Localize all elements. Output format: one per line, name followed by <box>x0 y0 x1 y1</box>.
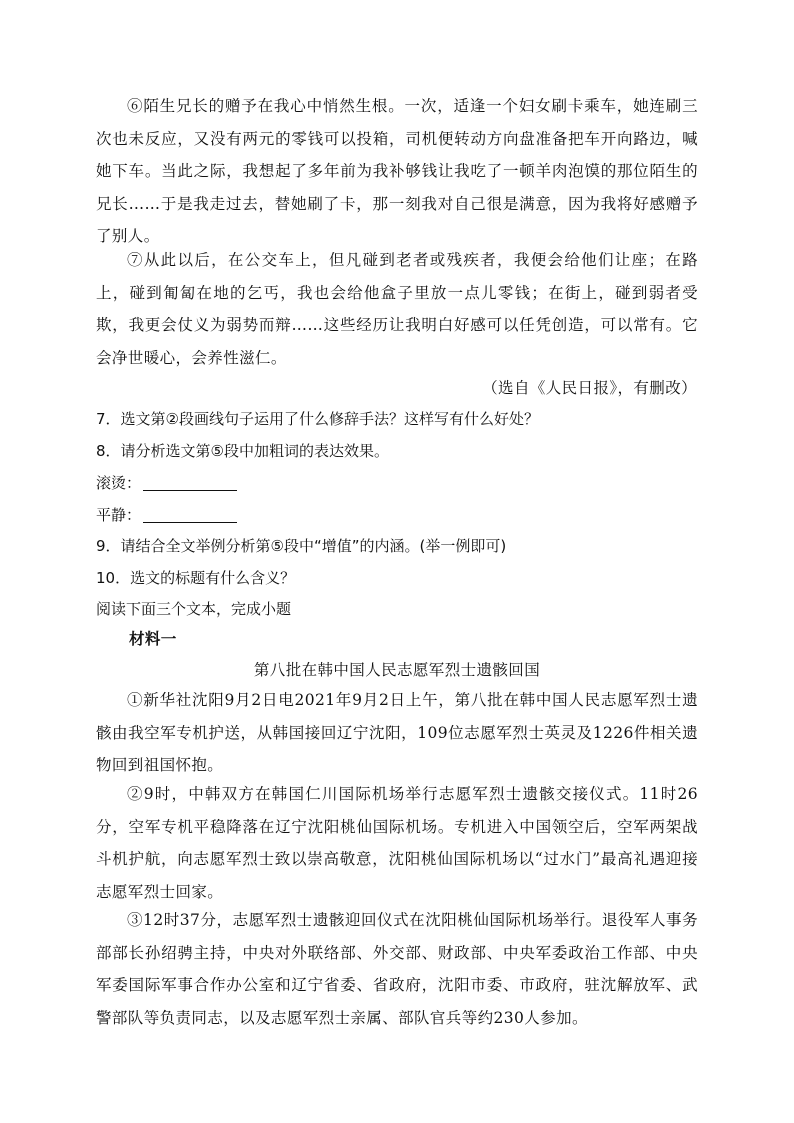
question-7: 7．选文第②段画线句子运用了什么修辞手法？这样写有什么好处？ <box>96 410 539 428</box>
passage-source: （选自《人民日报》，有删改） <box>482 379 697 397</box>
question-8-term-b: 平静： <box>96 506 142 524</box>
question-8-term-a: 滚烫： <box>96 474 142 492</box>
reading-instruction: 阅读下面三个文本，完成小题 <box>96 600 292 618</box>
question-8-answer-a <box>96 467 237 499</box>
material-1-label: 材料一 <box>129 629 177 648</box>
material-1-paragraph-1: ①新华社沈阳9月2日电2021年9月2日上午，第八批在韩中国人民志愿军烈士遗骸由我空军专机护送，从韩国接回辽宁沈阳，109位志愿军烈士英灵及1226件相关遗物回到祖国怀抱。 <box>96 691 698 774</box>
answer-blank-b[interactable] <box>143 506 237 523</box>
passage-paragraph-6: ⑥陌生兄长的赠予在我心中悄然生根。一次，适逢一个妇女刷卡乘车，她连刷三次也未反应，又没有两元的零钱可以投箱，司机便转动方向盘准备把车开向路边，喊她下车。当此之际，我想起了多年前为我补够钱让我吃了一顿羊肉泡馍的那位陌生的兄长……于是我走过去，替她刷了卡，那一刻我对自己很是满意，因为我将好感赠予了别人。 <box>96 97 698 245</box>
question-9: 9．请结合全文举例分析第⑤段中“增值”的内涵。(举一例即可) <box>96 537 507 555</box>
material-1-paragraph-3: ③12时37分，志愿军烈士遗骸迎回仪式在沈阳桃仙国际机场举行。退役军人事务部部长孙绍骋主持，中央对外联络部、外交部、财政部、中央军委政治工作部、中央军委国际军事合作办公室和辽宁省委、省政府，沈阳市委、市政府，驻沈解放军、武警部队等负责同志，以及志愿军烈士亲属、部队官兵等约230人参加。 <box>96 911 698 1027</box>
answer-blank-a[interactable] <box>143 474 237 491</box>
question-8-answer-b <box>96 499 237 531</box>
passage-paragraph-7: ⑦从此以后，在公交车上，但凡碰到老者或残疾者，我便会给他们让座；在路上，碰到匍匐在地的乞丐，我也会给他盒子里放一点儿零钱；在街上，碰到弱者受欺，我更会仗义为弱势而辩……这些经历让我明白好感可以任凭创造，可以常有。它会净世暖心，会养性滋仁。 <box>96 251 698 367</box>
question-8: 8．请分析选文第⑤段中加粗词的表达效果。 <box>96 442 389 460</box>
question-10: 10．选文的标题有什么含义？ <box>96 569 296 587</box>
material-1-title: 第八批在韩中国人民志愿军烈士遗骸回国 <box>253 661 541 679</box>
material-1-paragraph-2: ②9时，中韩双方在韩国仁川国际机场举行志愿军烈士遗骸交接仪式。11时26分，空军专机平稳降落在辽宁沈阳桃仙国际机场。专机进入中国领空后，空军两架战斗机护航，向志愿军烈士致以崇高敬意，沈阳桃仙国际机场以“过水门”最高礼遇迎接志愿军烈士回家。 <box>96 785 698 901</box>
